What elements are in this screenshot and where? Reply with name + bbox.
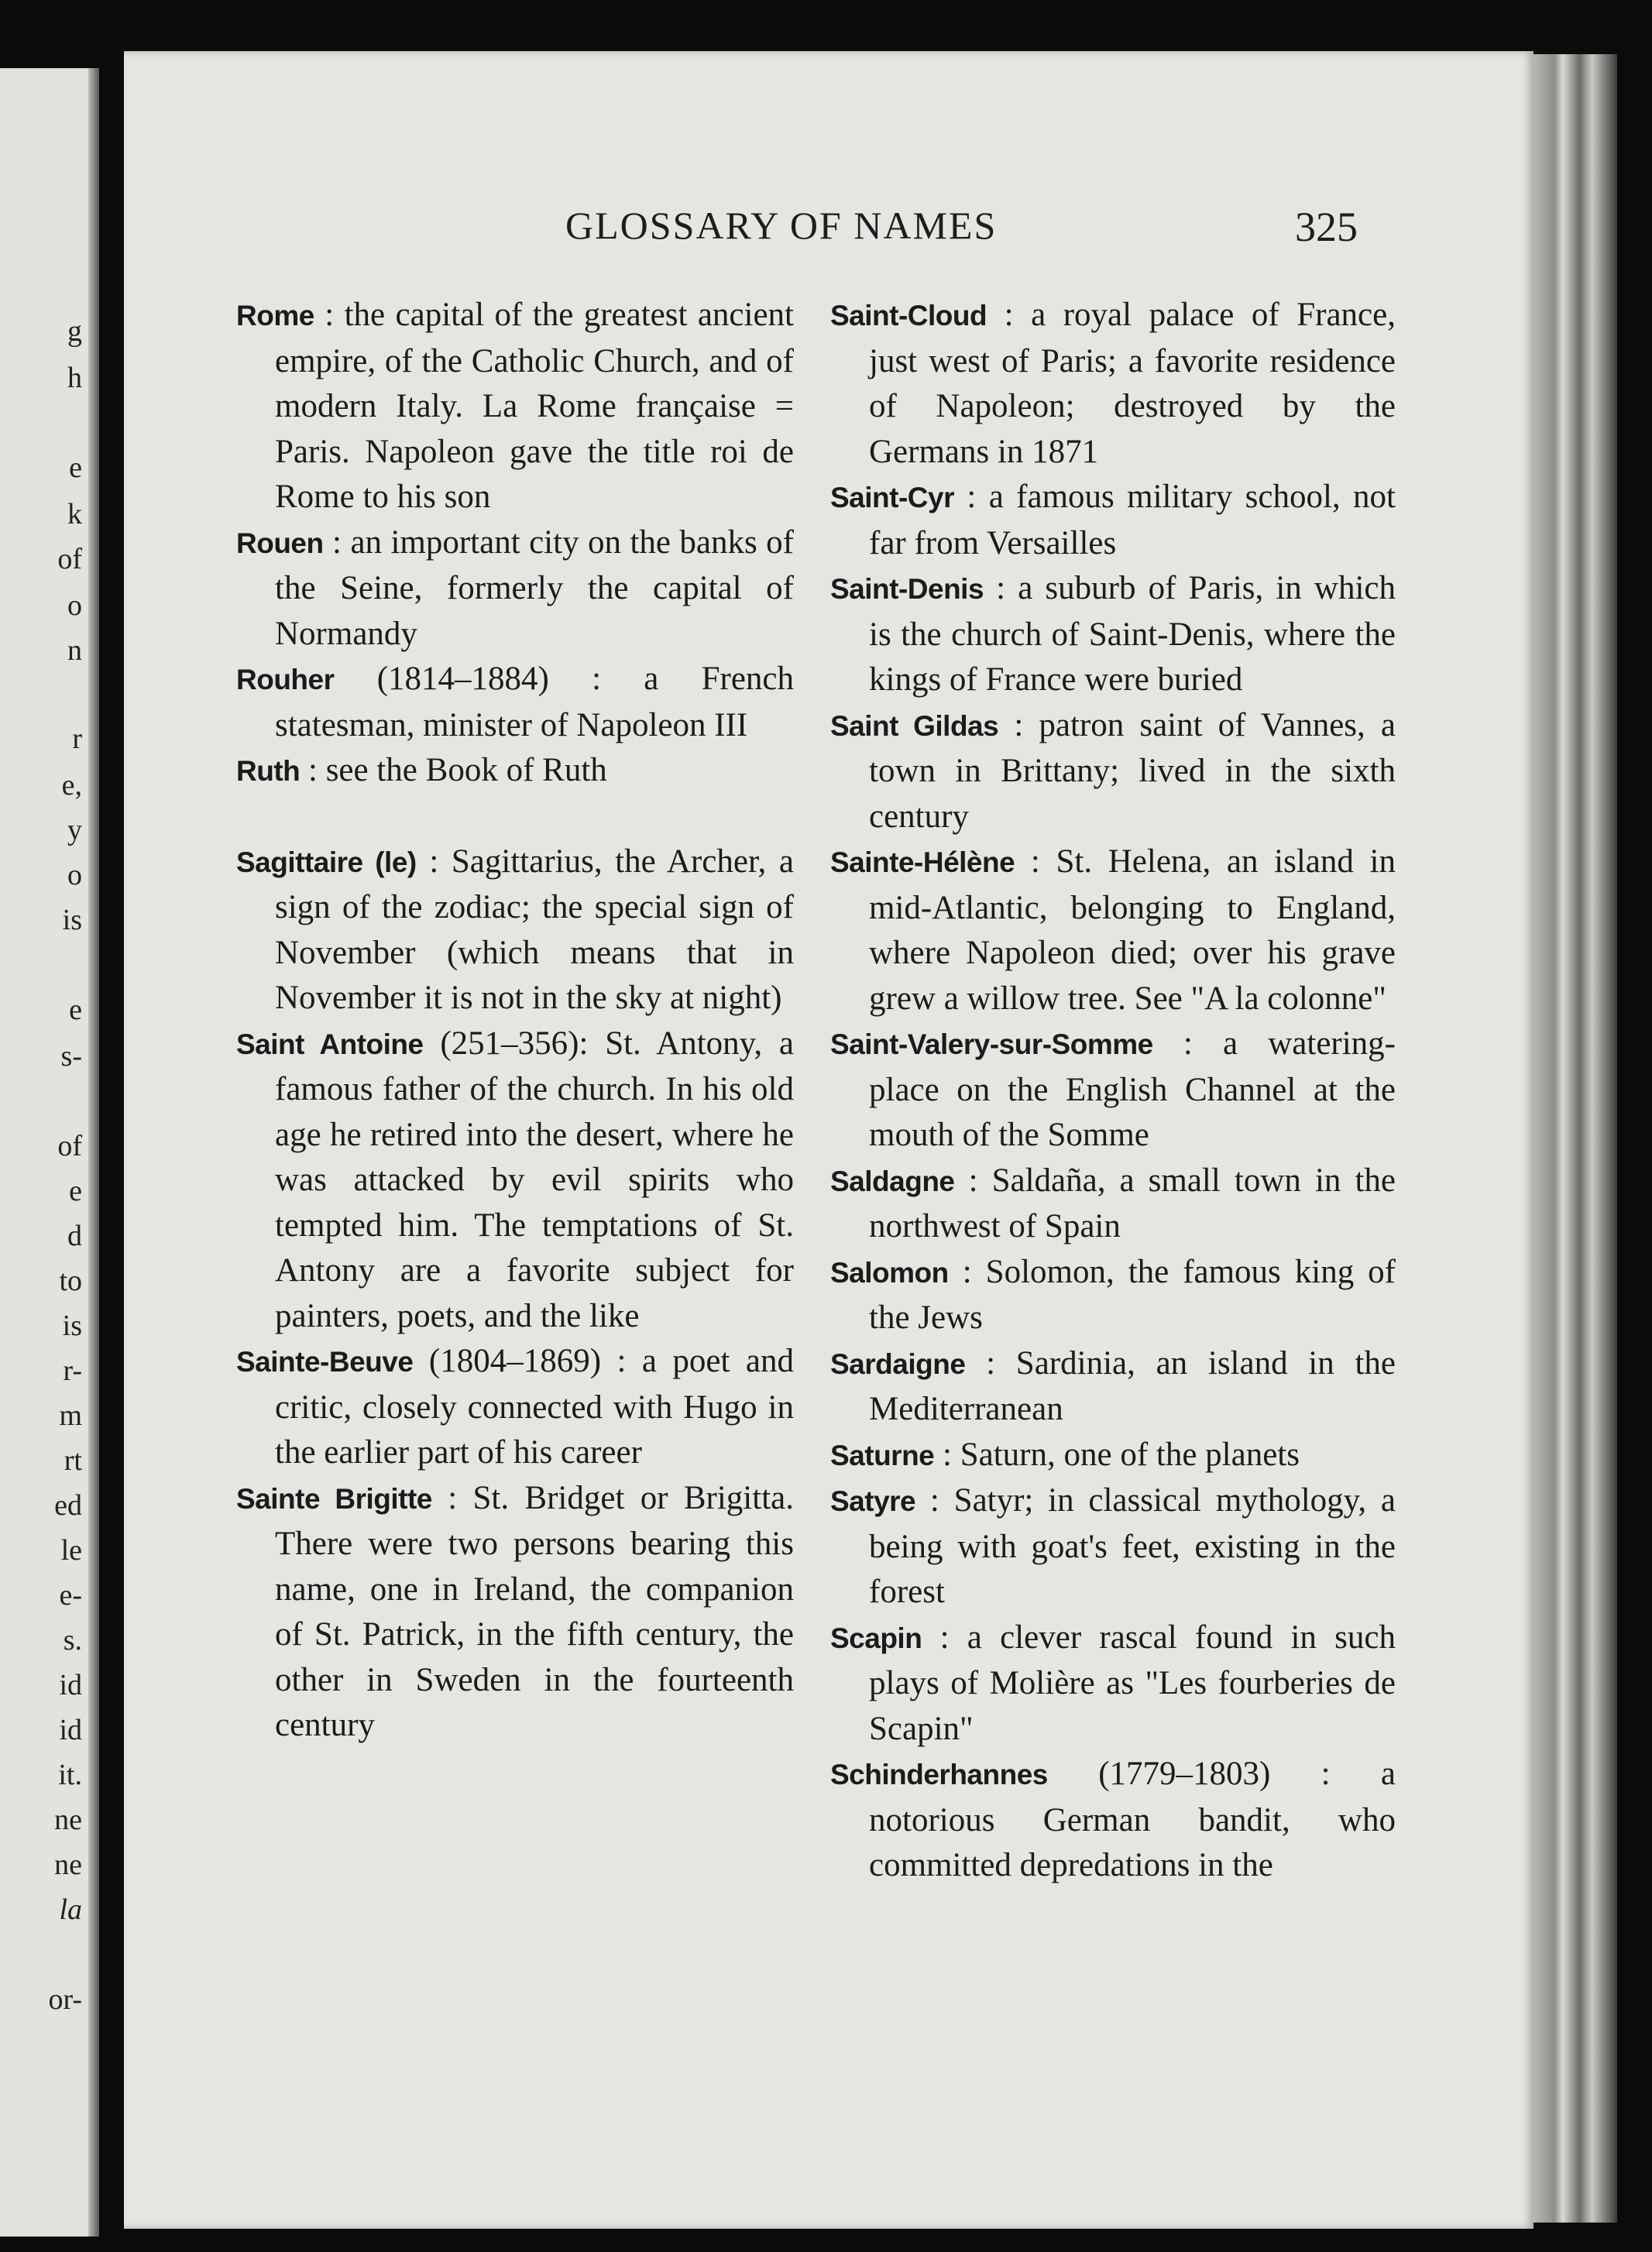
left-fragment: ne bbox=[54, 1849, 82, 1881]
glossary-entry bbox=[236, 1021, 794, 1340]
left-fragment: h bbox=[67, 362, 82, 394]
entry-definition: a watering-place on the English Channel at the mouth of the Somme bbox=[869, 1025, 1396, 1153]
entry-term: Saint-Valery-sur-Somme bbox=[830, 1028, 1153, 1060]
left-fragment: s- bbox=[60, 1040, 82, 1073]
left-fragment: r bbox=[72, 723, 82, 755]
left-fragment: d bbox=[67, 1220, 82, 1252]
glossary-entry: Salomon : Solomon, the famous king of the Jews bbox=[830, 1253, 1396, 1336]
left-fragment: e bbox=[69, 994, 82, 1026]
page-number: 325 bbox=[1295, 204, 1358, 250]
entry-term: Sardaigne bbox=[830, 1347, 966, 1380]
entry-definition: Sagittarius, the Archer, a sign of the zodiac; the special sign of November (which means that in November it is not in the sky at night) bbox=[275, 843, 794, 1016]
entry-definition: the capital of the greatest ancient empire, of the Catholic Church, and of modern Italy. La Rome française = Paris. Napoleon gave the title roi de Rome to his son bbox=[275, 297, 794, 515]
glossary-entry: Saint-Cyr : a famous military school, not far from Versailles bbox=[830, 479, 1396, 561]
glossary-entry: Ruth : see the Book of Ruth bbox=[236, 752, 607, 788]
left-fragment: k bbox=[67, 498, 82, 530]
glossary-entry: Rouen : an important city on the banks of the Seine, formerly the capital of Normandy bbox=[236, 524, 794, 652]
left-column bbox=[236, 293, 794, 1749]
entry-definition: Satyr; in classical mythology, a being with goat's feet, existing in the forest bbox=[869, 1482, 1396, 1610]
entry-term: Sainte Brigitte bbox=[236, 1482, 432, 1515]
entry-definition: an important city on the banks of the Seine, formerly the capital of Normandy bbox=[275, 524, 794, 652]
glossary-entry: Saturne : Saturn, one of the planets bbox=[830, 1436, 1300, 1473]
entry-definition: a famous military school, not far from Versailles bbox=[869, 479, 1396, 561]
entry-definition: (1814–1884) : a French statesman, minister of Napoleon III bbox=[275, 661, 795, 743]
left-fragment: is bbox=[62, 1310, 82, 1342]
left-fragment: is bbox=[62, 904, 82, 936]
entry-definition: see the Book of Ruth bbox=[325, 752, 607, 788]
left-fragment: id bbox=[59, 1669, 82, 1701]
entry-definition: patron saint of Vannes, a town in Brittany; lived in the sixth century bbox=[869, 706, 1396, 835]
running-header: GLOSSARY OF NAMES bbox=[565, 204, 998, 247]
book-gutter bbox=[88, 68, 99, 2237]
right-column bbox=[830, 293, 1396, 1889]
entry-definition: a suburb of Paris, in which is the church of Saint-Denis, where the kings of France were buried bbox=[869, 570, 1396, 698]
left-fragment: or- bbox=[48, 1983, 82, 2016]
entry-term: Scapin bbox=[830, 1622, 922, 1654]
entry-definition: (251–356): St. Antony, a famous father of the church. In his old age he retired into the desert, where he was attacked by evil spirits who tempted him. The temptations of St. Antony are a favorite subject for painters, poets, and the like bbox=[275, 1025, 794, 1334]
entry-definition: (1804–1869) : a poet and critic, closely connected with Hugo in the earlier part of his career bbox=[275, 1343, 795, 1471]
entry-term: Saldagne bbox=[830, 1165, 955, 1197]
left-fragment: e- bbox=[59, 1579, 82, 1612]
glossary-entry: Sagittaire (le) : Sagittarius, the Archer, a sign of the zodiac; the special sign of November (which means that in November it is not in the sky at night) bbox=[236, 843, 794, 1016]
page-edge bbox=[1534, 54, 1617, 2223]
entry-definition: St. Helena, an island in mid-Atlantic, belonging to England, where Napoleon died; over his grave grew a willow tree. See "A la colonne" bbox=[869, 843, 1396, 1017]
entry-term: Saint-Denis bbox=[830, 573, 984, 605]
entry-definition: Saldaña, a small town in the northwest of Spain bbox=[869, 1162, 1396, 1244]
left-fragment: id bbox=[59, 1714, 82, 1746]
entry-term: Sainte-Beuve bbox=[236, 1346, 414, 1378]
left-fragment: y bbox=[67, 814, 82, 846]
glossary-entry: Saint-Cloud : a royal palace of France, just west of Paris; a favorite residence of Napoleon; destroyed by the Germans in 1871 bbox=[830, 297, 1396, 470]
entry-term: Ruth bbox=[236, 755, 301, 787]
left-fragment: ne bbox=[54, 1804, 82, 1836]
left-fragment: o bbox=[67, 589, 82, 622]
glossary-entry: Sardaigne : Sardinia, an island in the Mediterranean bbox=[830, 1344, 1396, 1427]
glossary-entry: Satyre : Satyr; in classical mythology, a being with goat's feet, existing in the forest bbox=[830, 1482, 1396, 1610]
glossary-entry: Saldagne : Saldaña, a small town in the northwest of Spain bbox=[830, 1162, 1396, 1244]
left-fragment: of bbox=[57, 543, 82, 575]
entry-definition: Saturn, one of the planets bbox=[960, 1436, 1300, 1473]
entry-definition: a clever rascal found in such plays of Molière as "Les fourberies de Scapin" bbox=[869, 1619, 1396, 1747]
entry-term: Sainte-Hélène bbox=[830, 846, 1015, 878]
entry-term: Saturne bbox=[830, 1439, 935, 1471]
entry-term: Salomon bbox=[830, 1256, 949, 1289]
entry-definition: a royal palace of France, just west of Paris; a favorite residence of Napoleon; destroyed by the Germans in 1871 bbox=[869, 297, 1396, 470]
glossary-entry: Sainte Brigitte : St. Bridget or Brigitta. There were two persons bearing this name, one in Ireland, the companion of St. Patrick, in the fifth century, the other in Sweden in the fourteenth century bbox=[236, 1479, 794, 1743]
entry-term: Saint Gildas bbox=[830, 709, 999, 742]
left-fragment: r- bbox=[63, 1354, 82, 1387]
glossary-entry: Saint Gildas : patron saint of Vannes, a town in Brittany; lived in the sixth century bbox=[830, 706, 1396, 835]
entry-definition: (1779–1803) : a notorious German bandit, who committed depredations in the bbox=[869, 1756, 1396, 1883]
left-fragment: n bbox=[67, 634, 82, 667]
entry-term: Saint-Cyr bbox=[830, 482, 954, 513]
entry-term: Sagittaire (le) bbox=[236, 846, 417, 878]
entry-definition: Solomon, the famous king of the Jews bbox=[869, 1253, 1396, 1336]
entry-term: Schinderhannes bbox=[830, 1759, 1048, 1790]
left-fragment: le bbox=[60, 1534, 82, 1567]
left-fragment: g bbox=[67, 315, 82, 348]
entry-definition: Sardinia, an island in the Mediterranean bbox=[869, 1344, 1396, 1427]
glossary-entry: Saint-Valery-sur-Somme : a watering-place on the English Channel at the mouth of the Somme bbox=[830, 1025, 1396, 1153]
entry-term: Saint Antoine bbox=[236, 1028, 424, 1060]
entry-term: Saint-Cloud bbox=[830, 300, 987, 331]
left-fragment: e bbox=[69, 1175, 82, 1207]
left-fragment: s. bbox=[63, 1624, 82, 1656]
left-fragment: la bbox=[59, 1893, 82, 1926]
entry-term: Rouen bbox=[236, 527, 324, 559]
left-fragment: o bbox=[67, 859, 82, 891]
left-fragment: e, bbox=[61, 769, 82, 802]
entry-term: Satyre bbox=[830, 1485, 916, 1517]
entry-term: Rouher bbox=[236, 664, 335, 695]
glossary-entry bbox=[830, 1752, 1396, 1889]
entry-definition: St. Bridget or Brigitta. There were two persons bearing this name, one in Ireland, the companion of St. Patrick, in the fifth century, the other in Sweden in the fourteenth century bbox=[275, 1479, 794, 1743]
left-fragment: m bbox=[59, 1399, 82, 1432]
left-fragment: rt bbox=[64, 1444, 82, 1477]
left-fragment: ed bbox=[54, 1489, 82, 1522]
left-fragment: e bbox=[69, 451, 82, 484]
glossary-entry: Saint-Denis : a suburb of Paris, in which is the church of Saint-Denis, where the kings of France were buried bbox=[830, 570, 1396, 698]
glossary-entry: Scapin : a clever rascal found in such plays of Molière as "Les fourberies de Scapin" bbox=[830, 1619, 1396, 1747]
glossary-entry: Rome : the capital of the greatest ancient empire, of the Catholic Church, and of modern Italy. La Rome française = Paris. Napoleon gave the title roi de Rome to his son bbox=[236, 297, 794, 515]
left-fragment: it. bbox=[58, 1759, 82, 1791]
glossary-entry: Sainte-Hélène : St. Helena, an island in mid-Atlantic, belonging to England, where Napoleon died; over his grave grew a willow tree. See "A la colonne" bbox=[830, 843, 1396, 1017]
entry-term: Rome bbox=[236, 300, 314, 331]
left-fragment: to bbox=[59, 1265, 82, 1297]
left-page-sliver bbox=[0, 68, 99, 2237]
glossary-entry bbox=[236, 1339, 794, 1476]
glossary-entry bbox=[236, 657, 794, 748]
left-fragment: of bbox=[57, 1130, 82, 1162]
